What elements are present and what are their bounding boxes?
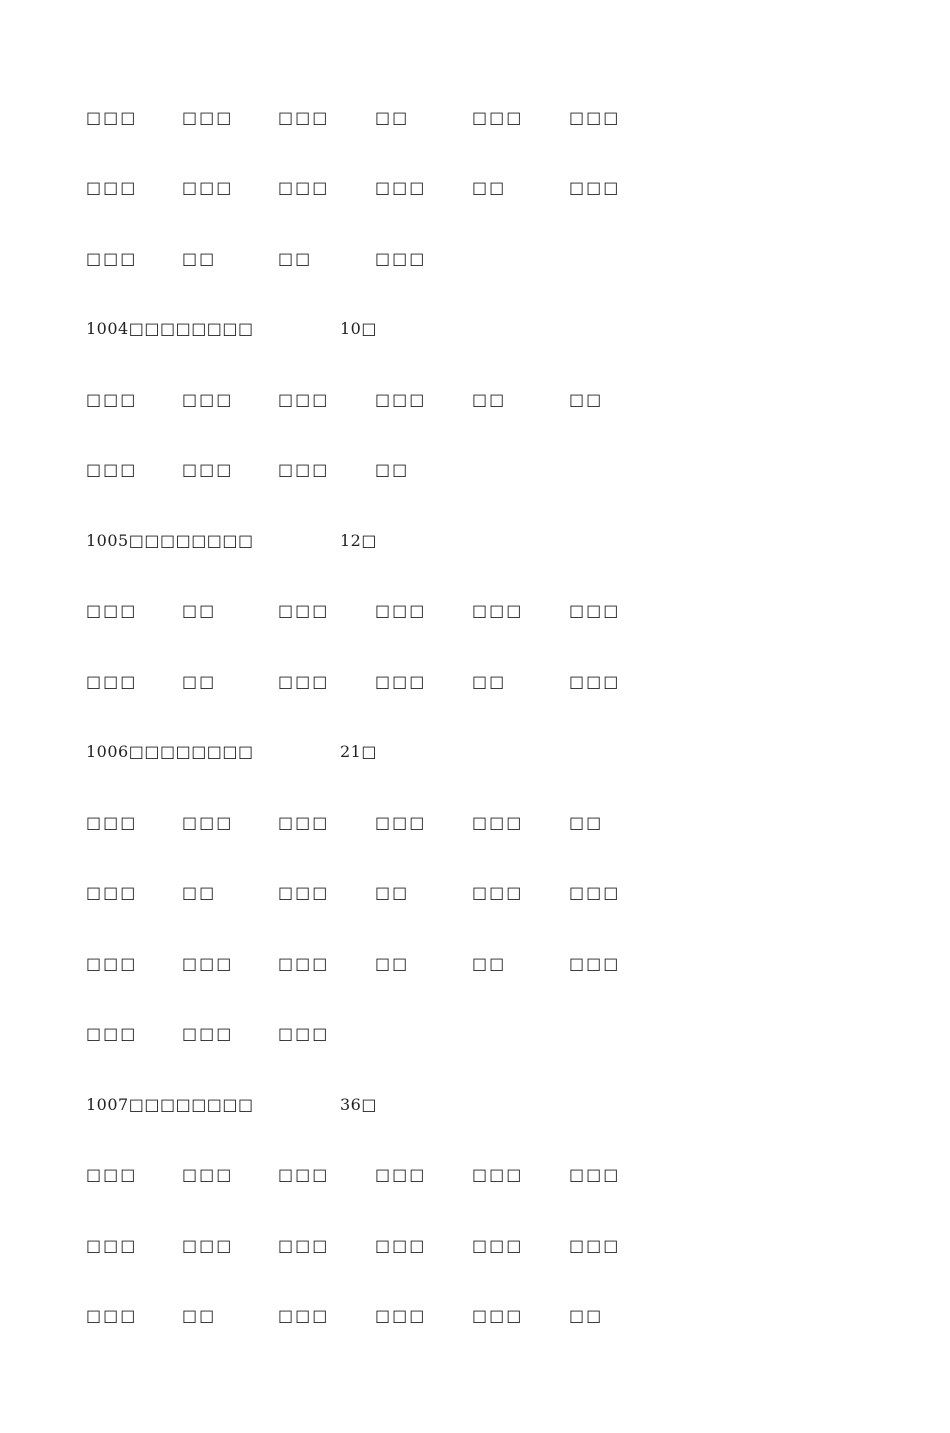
name-cell: □□ — [569, 813, 604, 832]
name-cell: □□ — [472, 672, 507, 691]
section-label: 1006□□□□□□□□ — [86, 742, 254, 761]
section-label: 1004□□□□□□□□ — [86, 319, 254, 338]
name-cell: □□□ — [472, 601, 524, 620]
name-cell: □□□ — [569, 672, 621, 691]
name-cell: □□ — [182, 1306, 217, 1325]
name-cell: □□□ — [86, 390, 138, 409]
name-cell: □□□ — [472, 108, 524, 127]
section-label: 1005□□□□□□□□ — [86, 531, 254, 550]
name-cell: □□□ — [472, 1236, 524, 1255]
name-cell: □□□ — [86, 954, 138, 973]
name-cell: □□□ — [375, 249, 427, 268]
name-cell: □□ — [569, 1306, 604, 1325]
name-cell: □□□ — [278, 954, 330, 973]
name-cell: □□□ — [472, 883, 524, 902]
name-cell: □□□ — [182, 390, 234, 409]
name-cell: □□□ — [278, 1024, 330, 1043]
name-cell: □□□ — [375, 672, 427, 691]
name-cell: □□ — [375, 460, 410, 479]
name-cell: □□□ — [569, 601, 621, 620]
name-cell: □□□ — [86, 249, 138, 268]
section-count: 12□ — [340, 531, 377, 550]
name-cell: □□□ — [86, 1165, 138, 1184]
name-cell: □□□ — [86, 883, 138, 902]
name-cell: □□□ — [569, 108, 621, 127]
name-cell: □□ — [182, 249, 217, 268]
name-cell: □□ — [472, 954, 507, 973]
name-cell: □□□ — [472, 813, 524, 832]
name-cell: □□□ — [278, 813, 330, 832]
name-cell: □□□ — [86, 178, 138, 197]
name-cell: □□□ — [278, 460, 330, 479]
name-cell: □□□ — [86, 1024, 138, 1043]
name-cell: □□ — [569, 390, 604, 409]
name-cell: □□□ — [278, 1306, 330, 1325]
name-cell: □□□ — [569, 954, 621, 973]
name-cell: □□□ — [182, 1024, 234, 1043]
name-cell: □□□ — [86, 1306, 138, 1325]
name-cell: □□□ — [375, 178, 427, 197]
name-cell: □□□ — [569, 1236, 621, 1255]
name-cell: □□□ — [375, 1165, 427, 1184]
name-cell: □□□ — [278, 1165, 330, 1184]
name-cell: □□□ — [86, 813, 138, 832]
name-cell: □□□ — [375, 390, 427, 409]
name-cell: □□□ — [278, 178, 330, 197]
name-cell: □□□ — [278, 1236, 330, 1255]
name-cell: □□□ — [182, 178, 234, 197]
name-cell: □□ — [182, 672, 217, 691]
name-cell: □□ — [375, 954, 410, 973]
name-cell: □□ — [472, 178, 507, 197]
name-cell: □□ — [375, 883, 410, 902]
name-cell: □□□ — [375, 1236, 427, 1255]
name-cell: □□□ — [182, 108, 234, 127]
section-count: 10□ — [340, 319, 377, 338]
name-cell: □□□ — [375, 601, 427, 620]
name-cell: □□□ — [472, 1165, 524, 1184]
name-cell: □□□ — [86, 672, 138, 691]
name-cell: □□□ — [182, 1236, 234, 1255]
name-cell: □□□ — [278, 601, 330, 620]
section-count: 21□ — [340, 742, 377, 761]
name-cell: □□□ — [278, 672, 330, 691]
name-cell: □□□ — [375, 813, 427, 832]
name-cell: □□ — [182, 883, 217, 902]
section-label: 1007□□□□□□□□ — [86, 1095, 254, 1114]
name-cell: □□□ — [86, 601, 138, 620]
name-cell: □□□ — [86, 108, 138, 127]
name-cell: □□ — [472, 390, 507, 409]
name-cell: □□□ — [569, 883, 621, 902]
section-count: 36□ — [340, 1095, 377, 1114]
name-cell: □□□ — [278, 390, 330, 409]
name-cell: □□□ — [182, 1165, 234, 1184]
name-cell: □□□ — [182, 460, 234, 479]
name-cell: □□□ — [375, 1306, 427, 1325]
name-cell: □□□ — [278, 883, 330, 902]
name-cell: □□ — [375, 108, 410, 127]
name-cell: □□ — [278, 249, 313, 268]
name-cell: □□□ — [86, 460, 138, 479]
name-cell: □□□ — [569, 1165, 621, 1184]
name-cell: □□ — [182, 601, 217, 620]
name-cell: □□□ — [86, 1236, 138, 1255]
name-cell: □□□ — [472, 1306, 524, 1325]
name-cell: □□□ — [278, 108, 330, 127]
name-cell: □□□ — [182, 954, 234, 973]
name-cell: □□□ — [569, 178, 621, 197]
name-cell: □□□ — [182, 813, 234, 832]
